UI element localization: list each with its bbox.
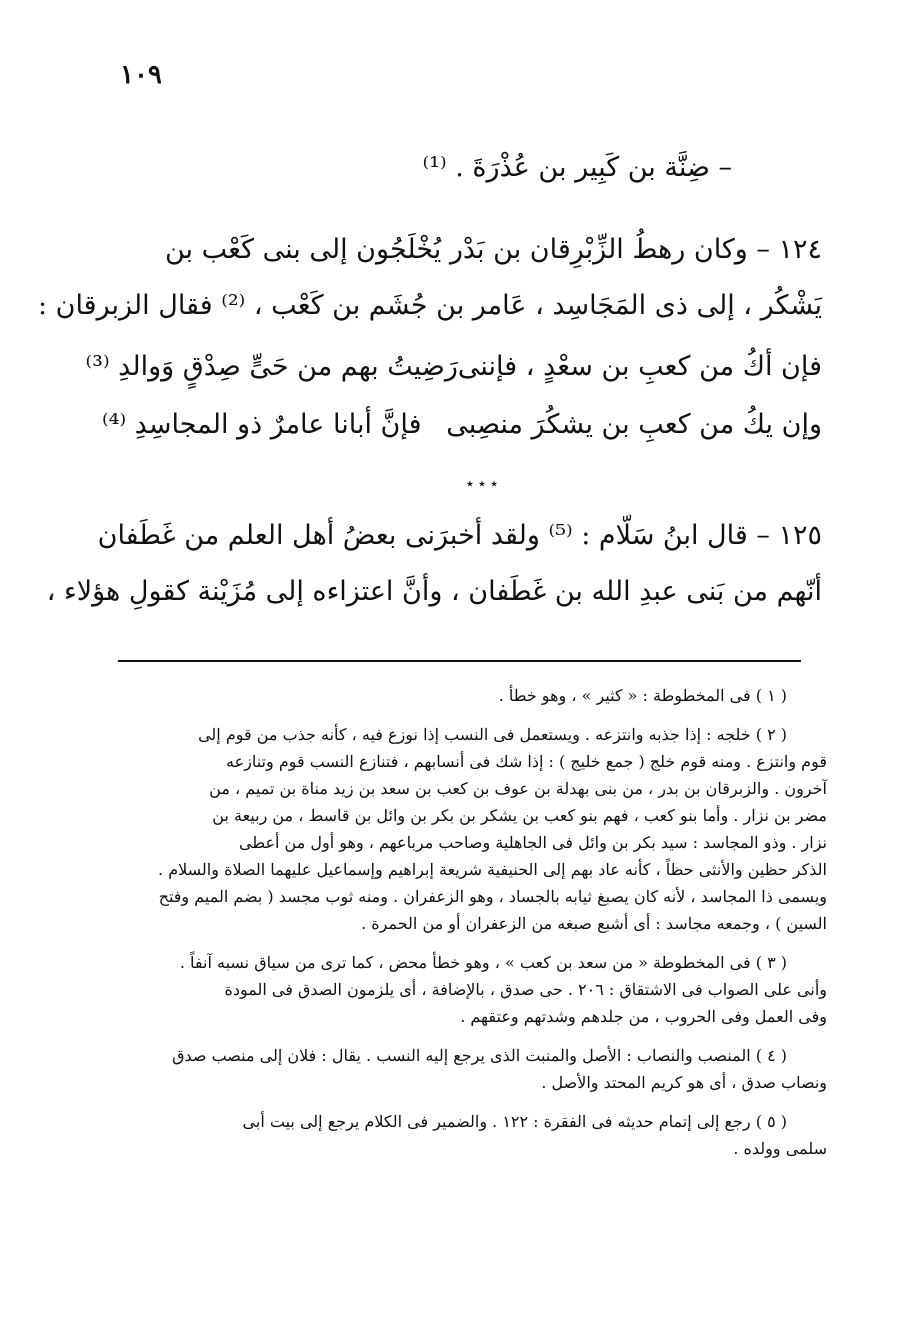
footnote-line: ويسمى ذا المجاسد ، لأنه كان يصبغ ثيابه بالجساد ، وهو الزعفران . ومنه ثوب مجسد ( بضم الميم وفتح xyxy=(158,887,827,906)
page-number: ١٠٩ xyxy=(120,60,162,90)
footnote-3 xyxy=(122,949,827,1030)
main-text xyxy=(37,140,822,620)
verse-first-hemistich: فإن أكُ من كعبِ بن سعْدٍ ، فإننى xyxy=(457,351,822,382)
paragraph-125-line-1: ١٢٥ – قال ابنُ سَلّام : ⁽⁵⁾ ولقد أخبرَنى بعضُ أهل العلم من غَطَفان xyxy=(97,520,822,551)
footnote-line: ونصاب صدق ، أى هو كريم المحتد والأصل . xyxy=(541,1073,827,1092)
footnote-line: قوم وانتزع . ومنه قوم خلج ( جمع خليج ) : إذا شك فى أنسابهم ، فتنازع النسب قوم وتنازعه xyxy=(226,752,827,771)
verse-line xyxy=(102,400,822,450)
footnote-line: الذكر حظين والأنثى حظاً ، كأنه عاد بهم إلى الحنيفية شريعة إبراهيم وإسماعيل عليهما الصلاة والسلام . xyxy=(158,860,827,879)
section-separator-stars: ٭ ٭ ٭ xyxy=(466,476,498,492)
footnote-line: ( ٣ ) فى المخطوطة « من سعد بن كعب » ، وهو خطأ محض ، كما ترى من سياق نسبه آنفاً . xyxy=(179,953,787,972)
footnote-line: وفى العمل وفى الحروب ، من جلدهم وشدتهم وعتقهم . xyxy=(460,1007,827,1026)
footnote-2 xyxy=(122,721,827,937)
paragraph-124-line-1: ١٢٤ – وكان رهطُ الزِّبْرِقان بن بَدْر يُخْلَجُون إلى بنى كَعْب بن xyxy=(164,234,822,265)
verse-second-hemistich: فإنَّ أبانا عامرٌ ذو المجاسِدِ ⁽⁴⁾ xyxy=(102,409,422,440)
footnote-1 xyxy=(122,682,827,709)
footnote-line: آخرون . والزبرقان بن بدر ، من بنى بهدلة بن عوف بن كعب بن سعد بن زيد مناة بن تميم ، من xyxy=(209,779,827,798)
footnote-line: ( ٥ ) رجع إلى إتمام حديثه فى الفقرة : ١٢٢ . والضمير فى الكلام يرجع إلى بيت أبى xyxy=(242,1112,787,1131)
paragraph-124-line-2: يَشْكُر ، إلى ذى المَجَاسِد ، عَامر بن جُشَم بن كَعْب ، ⁽²⁾ فقال الزبرقان : xyxy=(37,290,822,321)
verse-first-hemistich: وإن يكُ من كعبِ بن يشكُرَ منصِبى xyxy=(446,409,822,440)
verse-second-hemistich: رَضِيتُ بهم من حَىٍّ صِدْقٍ وَوالدِ ⁽³⁾ xyxy=(85,351,458,382)
footnote-line: ( ١ ) فى المخطوطة : « كثير » ، وهو خطأ . xyxy=(498,686,787,705)
footnote-line: نزار . وذو المجاسد : سيد بكر بن وائل فى الجاهلية وصاحب مرباعهم ، وهو أول من أعطى xyxy=(239,833,827,852)
verse-line xyxy=(85,334,822,400)
footnote-line: سلمى وولده . xyxy=(733,1139,827,1158)
footnote-5 xyxy=(122,1108,827,1162)
footnote-line: ( ٤ ) المنصب والنصاب : الأصل والمنبت الذى يرجع إليه النسب . يقال : فلان إلى منصب صدق xyxy=(172,1046,787,1065)
footnote-line: وأنى على الصواب فى الاشتقاق : ٢٠٦ . حى صدق ، بالإضافة ، أى يلزمون الصدق فى المودة xyxy=(224,980,827,999)
footnotes xyxy=(122,682,827,1174)
footnote-line: ( ٢ ) خلجه : إذا جذبه وانتزعه . ويستعمل فى النسب إذا نوزع فيه ، كأنه جذب من قوم إلى xyxy=(198,725,787,744)
footnote-4 xyxy=(122,1042,827,1096)
footnote-line: السين ) ، وجمعه مجاسد : أى أشبع صبغه من الزعفران أو من الحمرة . xyxy=(361,914,827,933)
paragraph-125-line-2: أنّهم من بَنى عبدِ الله بن غَطَفان ، وأنَّ اعتزاءه إلى مُزَيْنة كقولِ هؤلاء ، xyxy=(46,576,822,607)
footnote-divider xyxy=(118,660,801,662)
footnote-line: مضر بن نزار . وأما بنو كعب ، فهم بنو كعب بن يشكر بن بكر بن وائل بن قاسط ، من ربيعة بن xyxy=(212,806,827,825)
text-line: – ضِنَّة بن كَبِير بن عُذْرَةَ . ⁽¹⁾ xyxy=(422,152,732,183)
